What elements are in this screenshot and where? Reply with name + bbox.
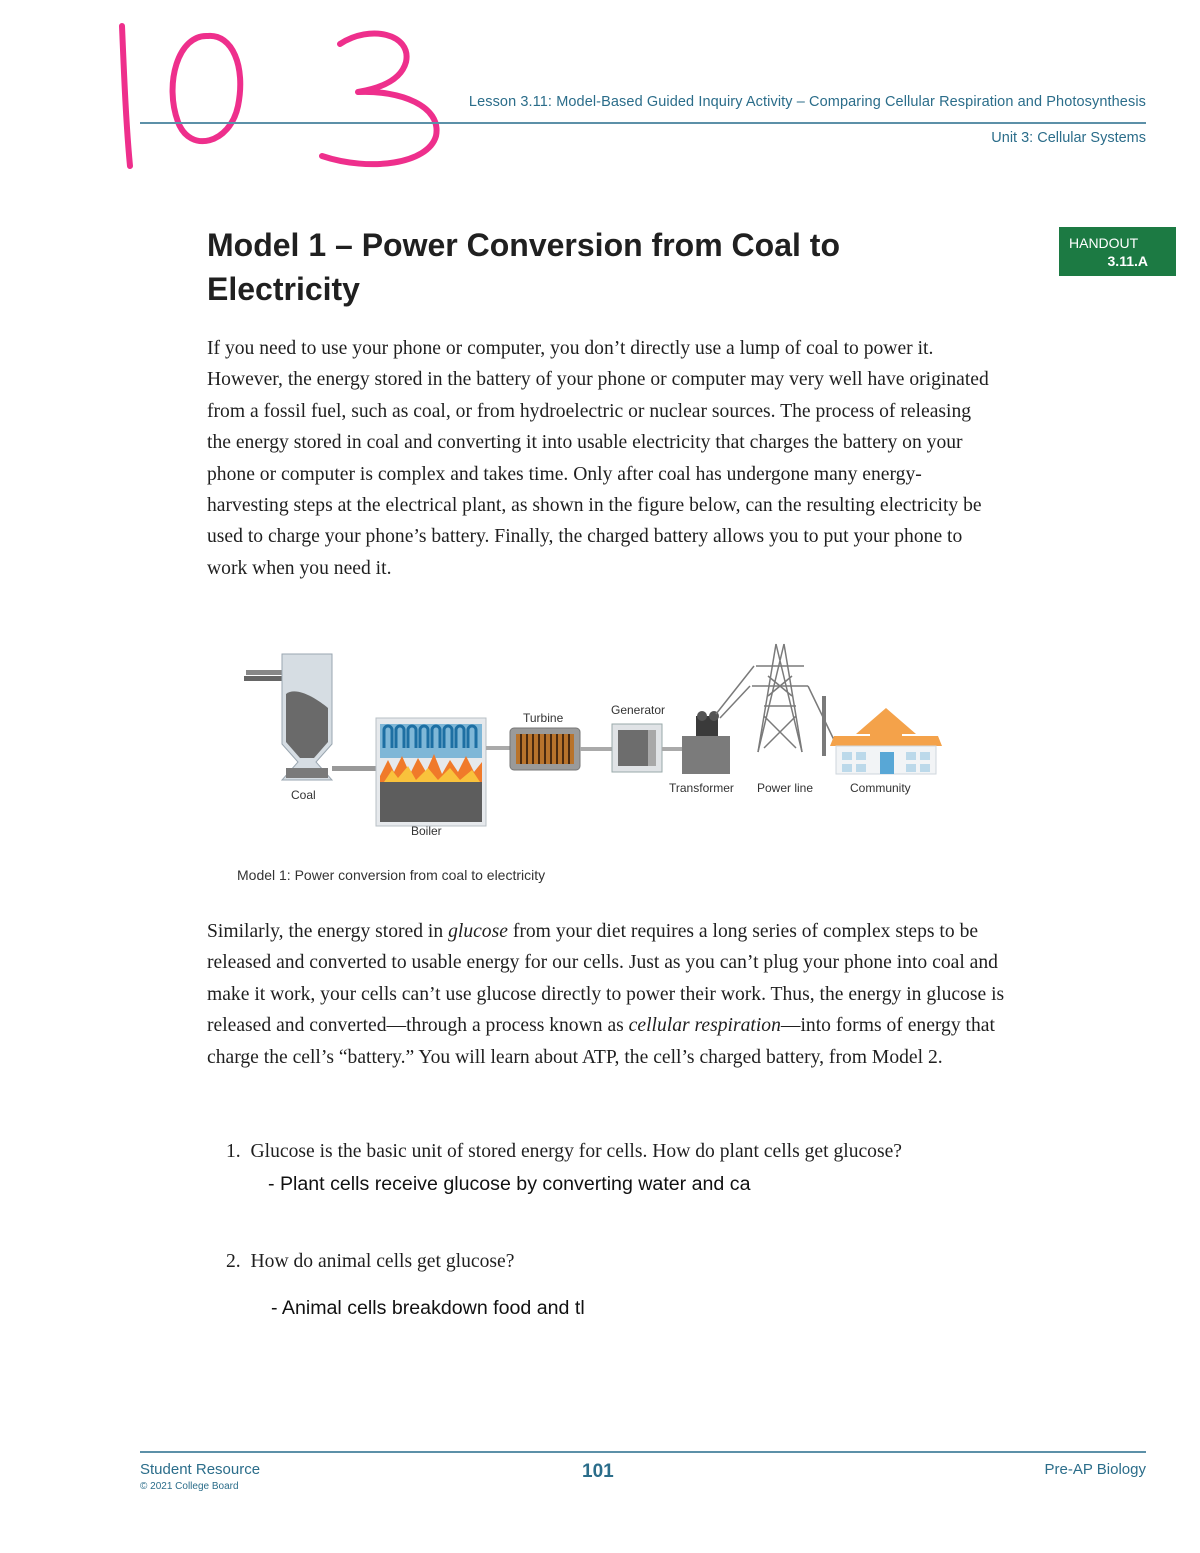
glucose-term: glucose xyxy=(448,921,508,942)
handout-badge xyxy=(1059,227,1176,276)
question-number: 2. xyxy=(226,1251,241,1272)
answer-2[interactable]: - Animal cells breakdown food and tl xyxy=(271,1297,585,1319)
community-building xyxy=(830,708,942,774)
glucose-text-3: —into forms of energy that charge the cell’s “battery.” You will learn about ATP, the cell’s charged battery, from Model 2. xyxy=(207,1015,995,1068)
answer-1[interactable]: - Plant cells receive glucose by converting water and ca xyxy=(268,1173,751,1195)
generator-cable xyxy=(662,747,682,751)
power-line-tower xyxy=(716,644,834,752)
label-transformer: Transformer xyxy=(669,781,734,795)
boiler xyxy=(376,718,486,826)
badge-number: 3.11.A xyxy=(1107,253,1148,269)
label-coal: Coal xyxy=(291,788,316,802)
model-heading: Model 1 – Power Conversion from Coal to Electricity xyxy=(207,227,840,307)
label-power-line: Power line xyxy=(757,781,814,795)
footer-copyright: © 2021 College Board xyxy=(140,1481,239,1492)
question-number: 1. xyxy=(226,1141,241,1162)
glucose-paragraph xyxy=(207,916,1007,1073)
question-2 xyxy=(226,1251,514,1273)
unit-label: Unit 3: Cellular Systems xyxy=(991,130,1146,146)
label-boiler: Boiler xyxy=(411,824,442,838)
figure-illustration xyxy=(236,636,956,846)
footer-course: Pre-AP Biology xyxy=(1044,1461,1146,1478)
label-turbine: Turbine xyxy=(523,711,564,725)
header-divider xyxy=(140,122,1146,124)
transformer xyxy=(682,711,730,774)
glucose-text-2: from your diet requires a long series of complex steps to be released and converted to usable energy for our cells. Just as you can’t plug your phone into coal and make it work, your cells can’t use glucose directly to power their work. Thus, the energy in glucose is released and converted—through a process known as xyxy=(207,921,1005,1037)
handwritten-annotation xyxy=(100,14,460,174)
power-conversion-figure xyxy=(236,636,956,846)
footer-divider xyxy=(140,1451,1146,1453)
handwriting-text: 103 xyxy=(100,14,102,15)
generator xyxy=(612,724,662,772)
turbine xyxy=(510,728,580,770)
question-1 xyxy=(226,1141,902,1163)
utility-pole xyxy=(822,696,826,756)
coal-hopper xyxy=(282,654,332,780)
glucose-text-1: Similarly, the energy stored in xyxy=(207,921,449,942)
question-text: How do animal cells get glucose? xyxy=(250,1251,515,1272)
steam-pipe xyxy=(486,746,510,750)
intro-paragraph: If you need to use your phone or computer, you don’t directly use a lump of coal to power it. However, the energy stored in the battery of your phone or computer may very well have originated from a fossil fuel, such as coal, or from hydroelectric or nuclear sources. The process of releasing the energy stored in coal and converting it into usable electricity that charges the battery on your phone or computer is complex and takes time. Only after coal has undergone many energy-harvesting steps at the electrical plant, as shown in the figure below, can the resulting electricity be used to charge your phone’s battery. Finally, the charged battery allows you to put your phone to work when you need it. xyxy=(207,338,989,579)
label-generator: Generator xyxy=(611,703,666,717)
cellular-respiration-term: cellular respiration xyxy=(628,1015,781,1037)
coal-feed-pipe xyxy=(332,766,376,771)
lesson-title: Lesson 3.11: Model-Based Guided Inquiry Activity – Comparing Cellular Respiration and Photosynthesis xyxy=(468,94,1146,110)
turbine-shaft xyxy=(580,747,612,751)
question-text: Glucose is the basic unit of stored energy for cells. How do plant cells get glucose? xyxy=(250,1141,903,1162)
page-number: 101 xyxy=(582,1461,614,1482)
footer-student-resource: Student Resource xyxy=(140,1461,261,1478)
badge-line1: HANDOUT xyxy=(1069,235,1139,251)
label-community: Community xyxy=(850,781,911,795)
figure-caption: Model 1: Power conversion from coal to electricity xyxy=(237,867,546,883)
